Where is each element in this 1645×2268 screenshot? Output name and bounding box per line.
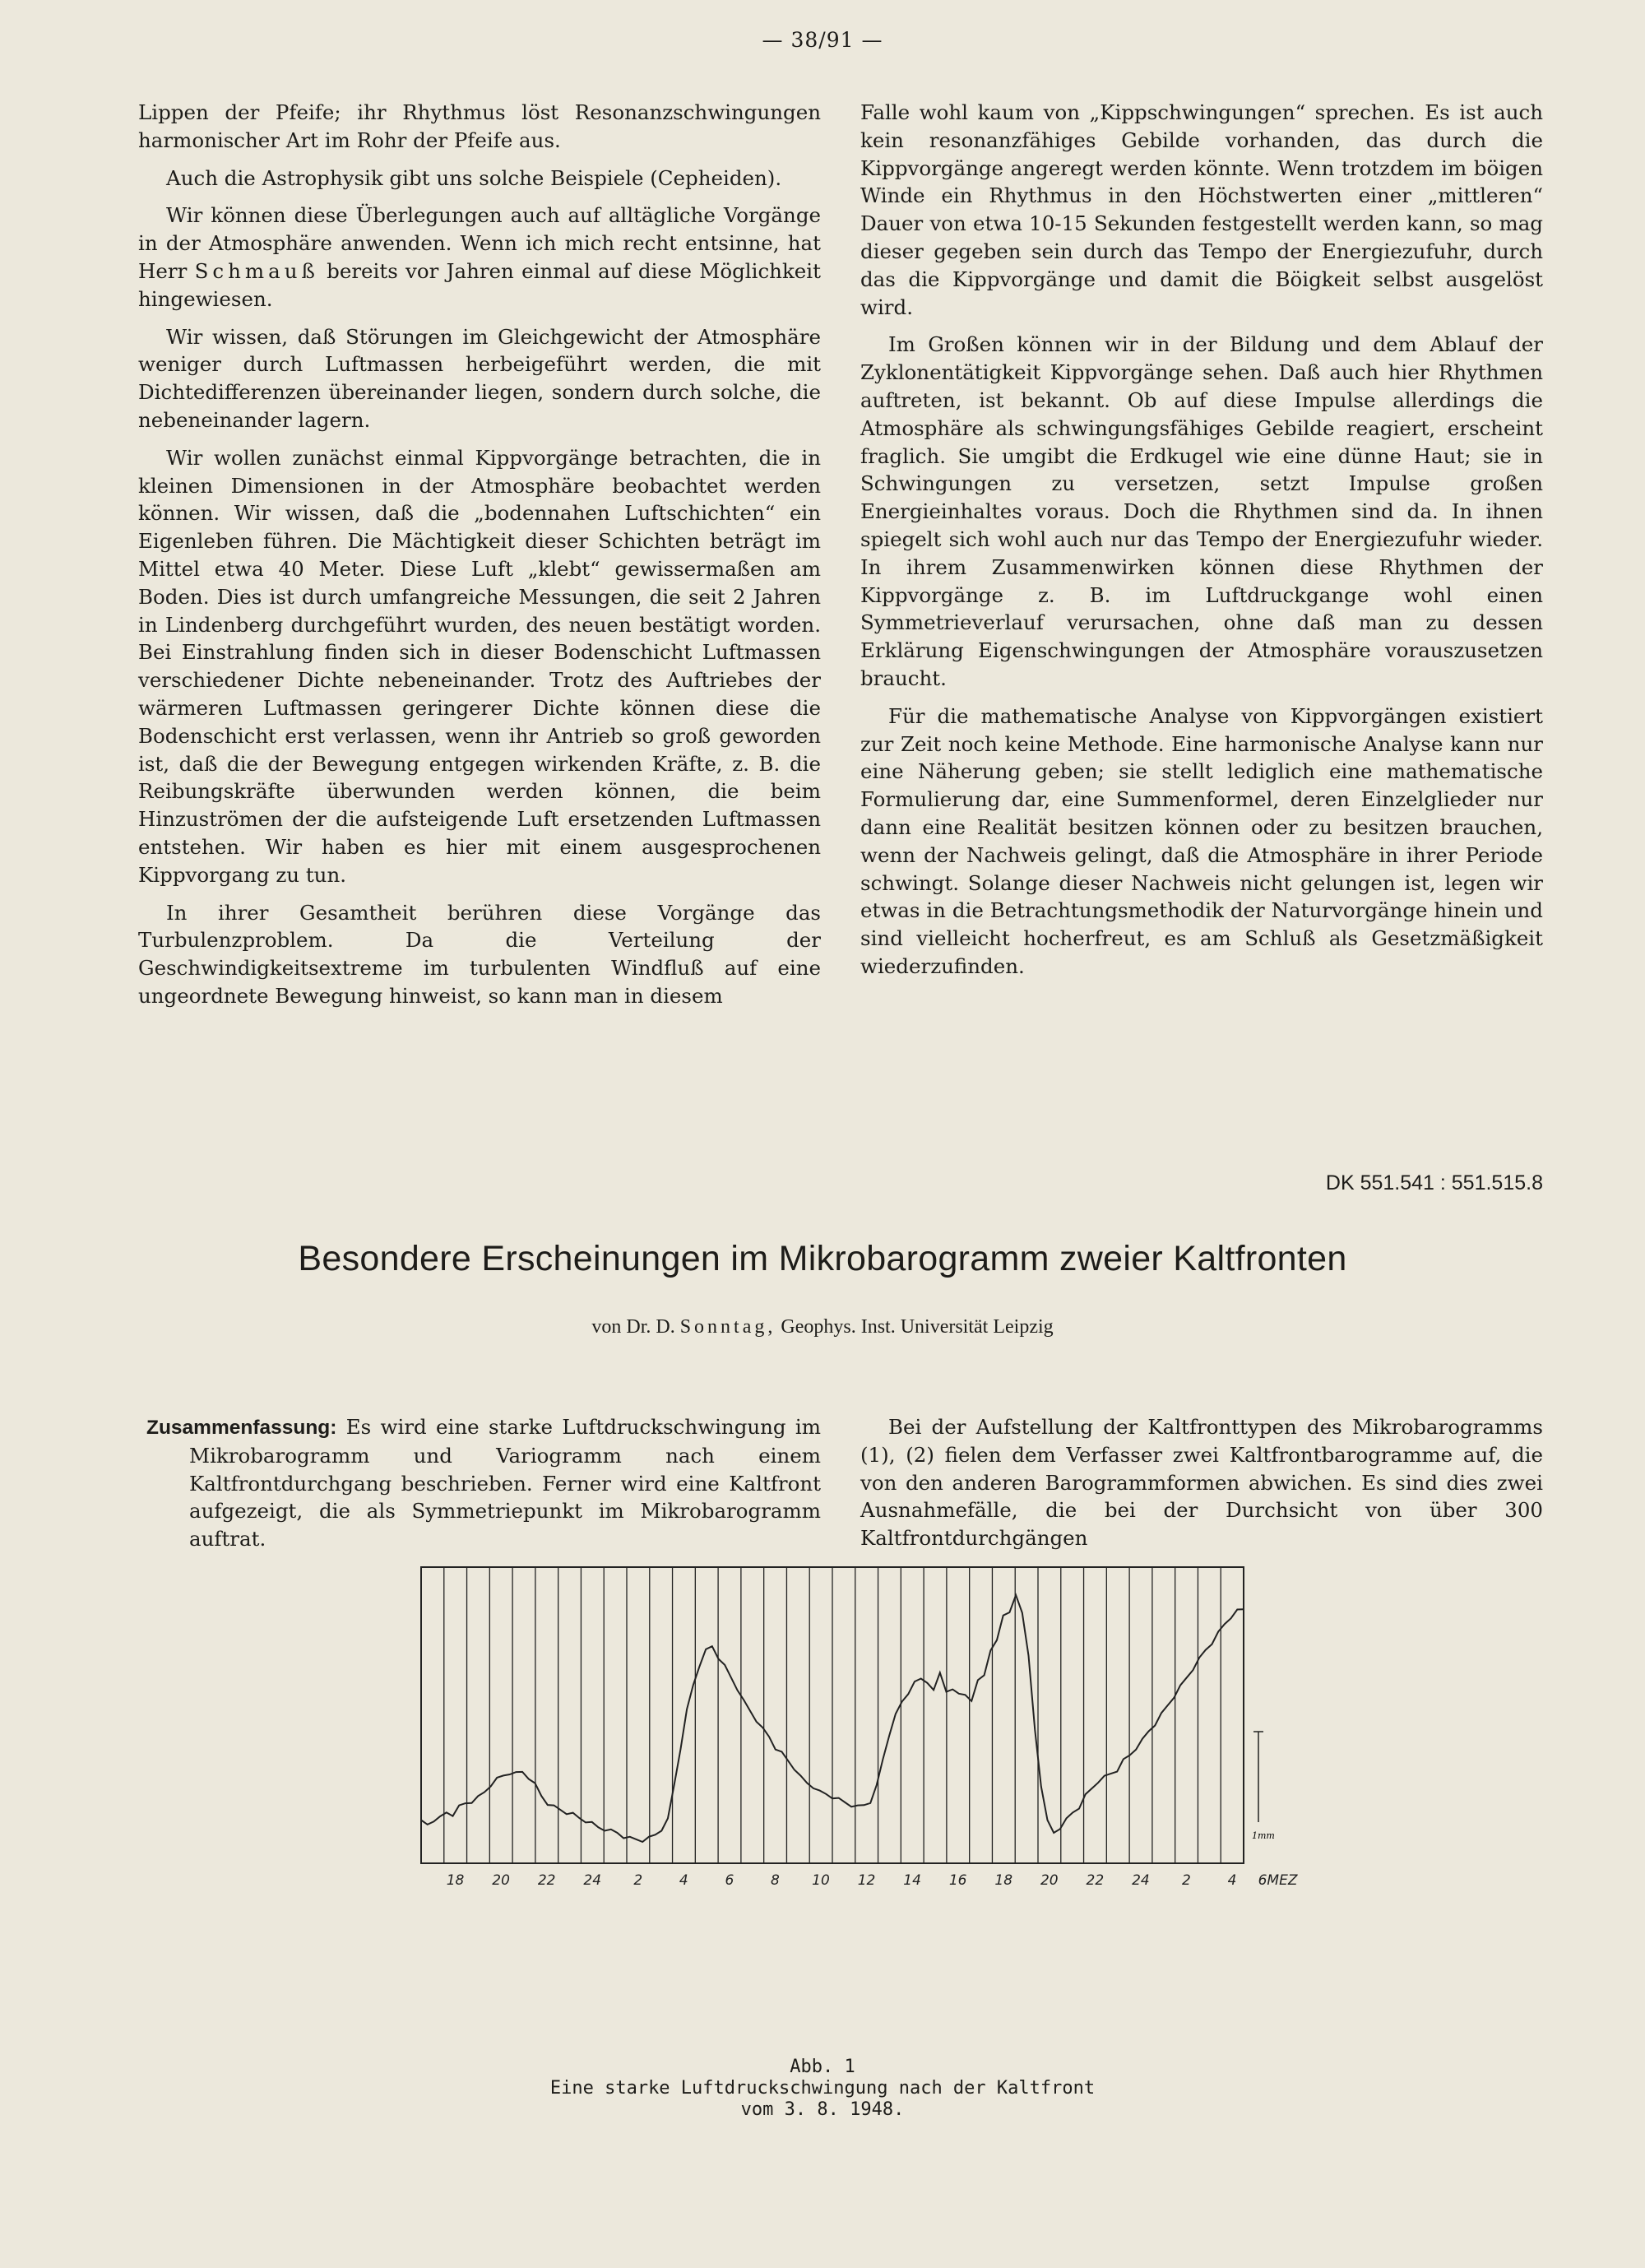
x-tick-label: 6MEZ <box>1258 1872 1298 1889</box>
article-title: Besondere Erscheinungen im Mikrobarogramm zweier Kaltfronten <box>298 1239 1347 1278</box>
x-tick-label: 20 <box>1040 1872 1059 1889</box>
intro-paragraph: Bei der Aufstellung der Kaltfronttypen des Mikrobarogramms (1), (2) fielen dem Verfasser zwei Kaltfrontbarogramme auf, die von den anderen Barogrammformen abwichen. Es sind dies zwei Ausnahmefälle, die bei der Durchsicht von über 300 Kaltfrontdurchgängen <box>860 1415 1543 1551</box>
paragraph-text: Wir können diese Überlegungen auch auf alltägliche Vorgänge in der Atmosphäre anwenden. Wenn ich mich recht entsinne, hat Herr <box>138 203 821 283</box>
abstract <box>146 1413 821 1553</box>
x-tick-label: 20 <box>492 1872 510 1889</box>
paragraph: Im Großen können wir in der Bildung und dem Ablauf der Zyklonentätigkeit Kippvorgänge sehen. Daß auch hier Rhythmen auftreten, ist bekannt. Ob auf diese Impulse allerdings die Atmosphäre als schwingungsfähiges Gebilde reagiert, erscheint fraglich. Sie umgibt die Erdkugel wie eine dünne Haut; sie in Schwingungen zu versetzen, setzt Impulse großen Energieinhaltes voraus. Doch die Rhythmen sind da. In ihnen spiegelt sich wohl auch nur das Tempo der Energiezufuhr wieder. In ihrem Zusammenwirken können diese Rhythmen der Kippvorgänge z. B. im Luftdruckgange wohl einen Symmetrieverlauf verursachen, ohne daß man zu dessen Erklärung Eigenschwingungen der Atmosphäre vorauszusetzen braucht. <box>860 332 1543 690</box>
byline-author: Sonntag, <box>679 1316 776 1338</box>
paragraph: Falle wohl kaum von „Kippschwingungen“ sprechen. Es ist auch kein resonanzfähiges Gebilde vorhanden, das durch die Kippvorgänge angeregt werden könnte. Wenn trotzdem im böigen Winde ein Rhythmus in den Höchstwerten einer „mittleren“ Dauer von etwa 10-15 Sekunden festgestellt werden kann, so mag dieser gegeben sein durch das Tempo der Energiezufuhr, durch das die Kippvorgänge und damit die Böigkeit selbst ausgelöst wird. <box>860 100 1543 319</box>
x-tick-label: 22 <box>537 1872 556 1889</box>
x-tick-label: 10 <box>812 1872 830 1889</box>
scale-label: 1mm <box>1252 1830 1275 1841</box>
x-tick-label: 6 <box>725 1872 734 1889</box>
caption-line: Eine starke Luftdruckschwingung nach der Kaltfront <box>549 2078 1096 2099</box>
page-number: — 38/91 — <box>762 28 883 52</box>
x-tick-label: 4 <box>679 1872 688 1889</box>
paragraph: Auch die Astrophysik gibt uns solche Beispiele (Cepheiden). <box>166 165 782 190</box>
x-tick-label: 2 <box>633 1872 643 1889</box>
x-tick-label: 12 <box>857 1872 876 1889</box>
paragraph: Für die mathematische Analyse von Kippvorgängen existiert zur Zeit noch keine Methode. Eine harmonische Analyse kann nur eine Näherung geben; sie stellt lediglich eine mathematische Formulierung dar, eine Summenformel, deren Einzelglieder nur dann eine Realität besitzen können oder zu besitzen brauchen, wenn der Nachweis gelingt, daß die Atmosphäre in ihrer Periode schwingt. Solange dieser Nachweis nicht gelungen ist, legen wir etwas in die Betrachtungsmethodik der Naturvorgänge hinein und sind vielleicht hocherfreut, es am Schluß als Gesetzmäßigkeit wiederzufinden. <box>860 703 1543 978</box>
caption-line: vom 3. 8. 1948. <box>740 2099 905 2120</box>
barogram-figure <box>421 1567 1298 1913</box>
byline <box>0 1316 1645 1338</box>
x-tick-label: 24 <box>583 1872 602 1889</box>
x-tick-label: 24 <box>1132 1872 1150 1889</box>
x-tick-label: 8 <box>771 1872 780 1889</box>
byline-prefix: von Dr. D. <box>591 1316 675 1338</box>
paragraph: Wir wollen zunächst einmal Kippvorgänge betrachten, die in kleinen Dimensionen in der Atmosphäre beobachtet werden können. Wir wissen, daß die „bodennahen Luftschichten“ ein Eigenleben führen. Die Mächtigkeit dieser Schichten beträgt im Mittel etwa 40 Meter. Diese Luft „klebt“ gewissermaßen am Boden. Dies ist durch umfangreiche Messungen, die seit 2 Jahren in Lindenberg durchgeführt wurden, des neuen bestätigt worden. Bei Einstrahlung finden sich in dieser Bodenschicht Luftmassen verschiedener Dichte nebeneinander. Trotz des Auftriebes der wärmeren Luftmassen geringerer Dichte können diese die Bodenschicht erst verlassen, wenn ihr Antrieb so groß geworden ist, daß die der Bewegung entgegen wirkenden Kräfte, z. B. die Reibungskräfte überwunden werden können, die beim Hinzuströmen der die aufsteigende Luft ersetzenden Luftmassen entstehen. Wir haben es hier mit einem ausgesprochenen Kippvorgang zu tun. <box>138 445 821 887</box>
x-tick-label: 18 <box>994 1872 1013 1889</box>
top-left-column <box>138 99 821 1020</box>
abstract-label: Zusammenfassung: <box>146 1417 337 1439</box>
chart-tick-labels <box>447 1872 1298 1889</box>
author-name: Schmauß <box>194 258 319 283</box>
abstract-column <box>146 1413 821 1563</box>
x-tick-label: 4 <box>1227 1872 1237 1889</box>
x-tick-label: 14 <box>903 1872 921 1889</box>
caption-number: Abb. 1 <box>790 2057 855 2077</box>
dk-classification: DK 551.541 : 551.515.8 <box>1325 1171 1543 1194</box>
chart-gridlines <box>444 1567 1221 1863</box>
x-tick-label: 18 <box>446 1872 465 1889</box>
paragraph: Wir wissen, daß Störungen im Gleichgewicht der Atmosphäre weniger durch Luftmassen herbeigeführt werden, die mit Dichtedifferenzen übereinander liegen, sondern durch solche, die nebeneinander lagern. <box>138 324 821 432</box>
x-tick-label: 16 <box>948 1872 967 1889</box>
paragraph: In ihrer Gesamtheit berühren diese Vorgänge das Turbulenzproblem. Da die Verteilung der Geschwindigkeitsextreme im turbulenten Windfluß auf eine ungeordnete Bewegung hinweist, so kann man in diesem <box>138 900 821 1008</box>
x-tick-label: 2 <box>1182 1872 1191 1889</box>
byline-affiliation: Geophys. Inst. Universität Leipzig <box>781 1316 1054 1338</box>
abstract-text: Es wird eine starke Luftdruckschwingung im Mikrobarogramm und Variogramm nach einem Kaltfrontdurchgang beschrieben. Ferner wird eine Kaltfront aufgezeigt, die als Symmetriepunkt im Mikrobarogramm auftrat. <box>189 1415 821 1551</box>
paragraph <box>138 202 821 313</box>
intro-column <box>860 1413 1543 1562</box>
figure-caption <box>0 2057 1645 2121</box>
x-tick-label: 22 <box>1086 1872 1105 1889</box>
barogram-chart <box>421 1567 1298 1913</box>
paragraph-text: bereits vor Jahren einmal auf diese Möglichkeit hingewiesen. <box>138 258 821 311</box>
top-right-column <box>860 99 1543 990</box>
paragraph: Lippen der Pfeife; ihr Rhythmus löst Resonanzschwingungen harmonischer Art im Rohr der Pfeife aus. <box>138 100 821 152</box>
